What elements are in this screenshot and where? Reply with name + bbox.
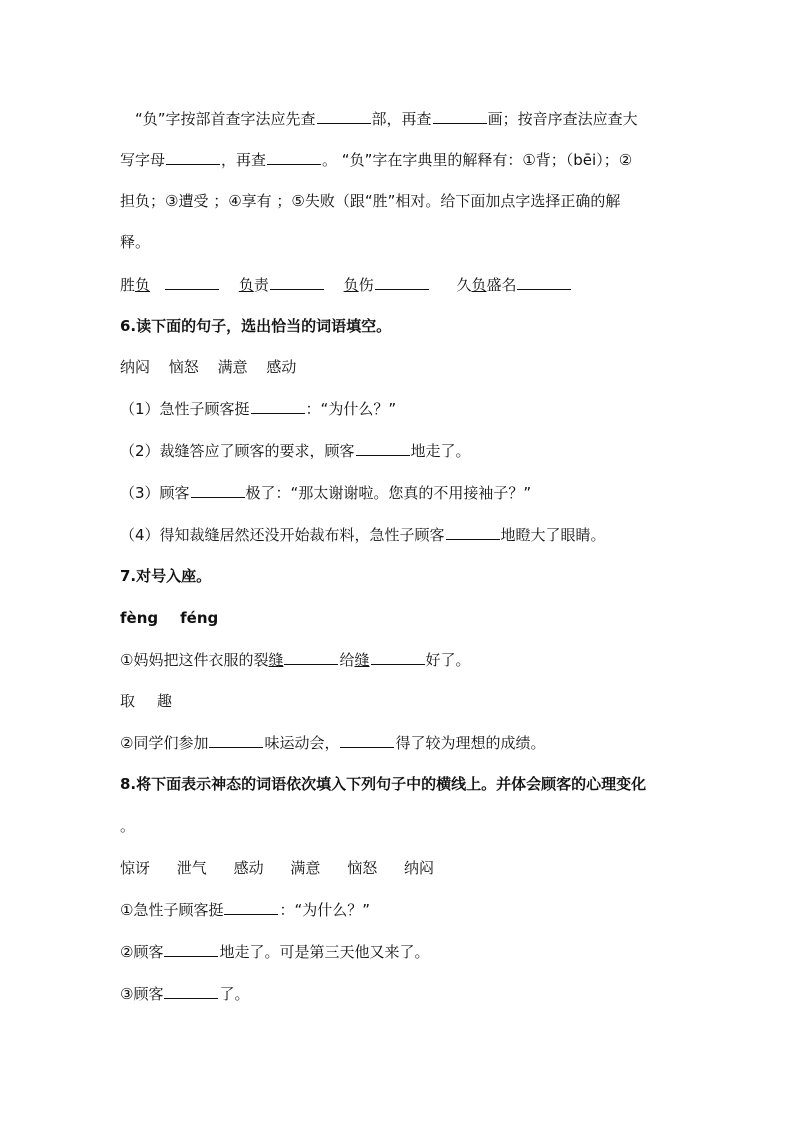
answer-blank[interactable] [375, 275, 429, 290]
q6-sentence-3 [120, 483, 680, 503]
answer-blank[interactable] [224, 900, 278, 915]
word-option: 满意 [217, 358, 248, 376]
q6-sentence-2 [120, 441, 680, 461]
q5-line-3: 担负；③遭受 ；④享有 ；⑤失败（跟“胜”相对。给下面加点字选择正确的解 [120, 192, 621, 210]
sentence-text: ②同学们参加 [120, 734, 209, 752]
sentence-text: （1）急性子顾客挺 [120, 400, 250, 418]
word-underlined: 负 [471, 276, 487, 294]
word: 责 [253, 276, 269, 294]
word: 伤 [358, 276, 374, 294]
sentence-text: 地走了。 [410, 442, 471, 460]
q8-sentence-1 [120, 900, 680, 920]
char-option: 趣 [157, 692, 173, 710]
answer-blank[interactable] [251, 399, 305, 414]
answer-blank[interactable] [166, 150, 220, 165]
word-underlined: 负 [135, 276, 151, 294]
sentence-text: 地瞪大了眼睛。 [500, 526, 606, 544]
answer-blank[interactable] [267, 150, 321, 165]
word-underlined: 缝 [268, 651, 284, 669]
q7-sentence-2 [120, 733, 680, 753]
word-option: 纳闷 [120, 358, 151, 376]
word-underlined: 负 [343, 276, 359, 294]
pinyin: fèng [120, 609, 159, 627]
q8-title: 8.将下面表示神态的词语依次填入下列句子中的横线上。并体会顾客的心理变化 [120, 775, 647, 793]
q6-word-bank [120, 357, 680, 377]
answer-blank[interactable] [191, 483, 245, 498]
sentence-text: ：“为什么？” [279, 901, 370, 919]
sentence-text: 了。 [219, 985, 250, 1003]
answer-blank[interactable] [433, 109, 487, 124]
sentence-text: 得了较为理想的成绩。 [395, 734, 546, 752]
pinyin: féng [180, 609, 219, 627]
q7-pinyin-row [120, 608, 680, 628]
word: 胜 [120, 276, 136, 294]
sentence-text: （4）得知裁缝居然还没开始裁布料，急性子顾客 [120, 526, 445, 544]
sentence-text: 好了。 [425, 651, 471, 669]
q5-text: 。 “负”字在字典里的解释有：①背；（bēi）；② [322, 151, 633, 169]
answer-blank[interactable] [356, 441, 410, 456]
word-option: 惊讶 [120, 859, 151, 877]
q5-line-1 [135, 109, 695, 129]
sentence-text: ：“为什么？” [305, 400, 397, 418]
sentence-text: （3）顾客 [120, 484, 190, 502]
word-option: 感动 [233, 859, 264, 877]
q6-sentence-1 [120, 399, 680, 419]
sentence-text: 味运动会， [264, 734, 340, 752]
answer-blank[interactable] [165, 275, 219, 290]
sentence-text: （2）裁缝答应了顾客的要求，顾客 [120, 442, 355, 460]
word-option: 恼怒 [347, 859, 378, 877]
q6-title: 6.读下面的句子，选出恰当的词语填空。 [120, 317, 392, 335]
sentence-text: 地走了。可是第三天他又来了。 [219, 943, 430, 961]
word-underlined: 负 [238, 276, 254, 294]
q8-word-bank [120, 858, 680, 878]
word-option: 纳闷 [403, 859, 434, 877]
q7-sentence-1 [120, 650, 680, 670]
q8-title-cont: 。 [120, 817, 136, 835]
answer-blank[interactable] [371, 650, 425, 665]
sentence-text: ③顾客 [120, 985, 164, 1003]
q6-sentence-4 [120, 525, 680, 545]
word: 久 [456, 276, 472, 294]
q7-char-row [120, 691, 680, 711]
answer-blank[interactable] [164, 942, 218, 957]
char-option: 取 [120, 692, 136, 710]
word-option: 泄气 [176, 859, 207, 877]
q5-text: “负”字按部首查字法应先查 [135, 110, 316, 128]
answer-blank[interactable] [209, 733, 263, 748]
answer-blank[interactable] [446, 525, 500, 540]
sentence-text: 极了：“那太谢谢啦。您真的不用接袖子？” [245, 484, 532, 502]
q7-title: 7.对号入座。 [120, 567, 212, 585]
q8-sentence-3 [120, 984, 680, 1004]
answer-blank[interactable] [517, 275, 571, 290]
q5-text: 部，再查 [371, 110, 432, 128]
answer-blank[interactable] [284, 650, 338, 665]
word-underlined: 缝 [354, 651, 370, 669]
answer-blank[interactable] [340, 733, 394, 748]
q5-word-row [120, 275, 680, 295]
sentence-text: ①妈妈把这件衣服的裂 [120, 651, 269, 669]
answer-blank[interactable] [270, 275, 324, 290]
answer-blank[interactable] [164, 984, 218, 999]
sentence-text: ①急性子顾客挺 [120, 901, 224, 919]
word-option: 恼怒 [168, 358, 199, 376]
q5-line-4: 释。 [120, 233, 151, 251]
q8-sentence-2 [120, 942, 680, 962]
sentence-text: ②顾客 [120, 943, 164, 961]
sentence-text: 给 [339, 651, 355, 669]
word-option: 感动 [266, 358, 297, 376]
answer-blank[interactable] [317, 109, 371, 124]
word: 盛名 [486, 276, 517, 294]
word-option: 满意 [290, 859, 321, 877]
q5-text: 写字母 [120, 151, 166, 169]
q5-text: ，再查 [221, 151, 267, 169]
q5-text: 画；按音序查法应查大 [487, 110, 638, 128]
q5-line-2 [120, 150, 680, 170]
